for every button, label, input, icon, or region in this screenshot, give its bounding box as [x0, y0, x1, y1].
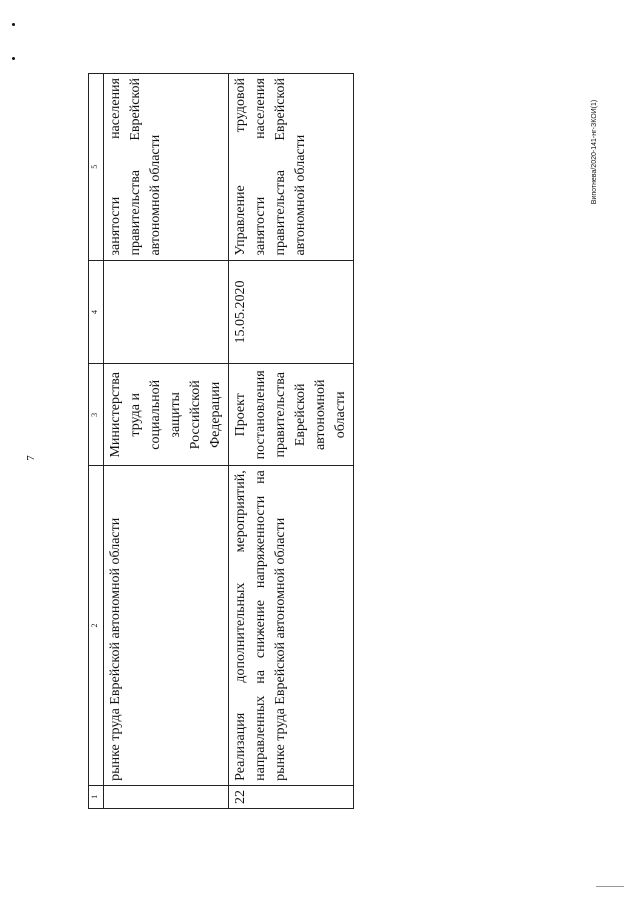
row-number: 22	[229, 785, 354, 808]
document-cell: Министерства труда и социальной защиты Российской Федерации	[104, 364, 229, 466]
header-col-2: 2	[89, 466, 104, 786]
measures-table-container	[88, 73, 348, 809]
table-row	[229, 74, 354, 809]
scan-edge-line	[596, 886, 624, 887]
header-col-1: 1	[89, 785, 104, 808]
date-cell: 15.05.2020	[229, 260, 354, 364]
document-cell: Проект постановления правительства Еврейской автономной области	[229, 364, 354, 466]
responsible-cell: занятости населения правительства Еврейской автономной области	[104, 74, 229, 261]
header-col-5: 5	[89, 74, 104, 261]
scan-mark-dot-1	[12, 23, 15, 26]
table-row	[104, 74, 229, 809]
responsible-cell: Управление трудовой занятости населения правительства Еврейской автономной области	[229, 74, 354, 261]
measures-table	[88, 73, 354, 809]
measure-cell: Реализация дополнительных мероприятий, направленных на снижение напряженности на рынке труда Еврейской автономной области	[229, 466, 354, 786]
measure-cell: рынке труда Еврейской автономной области	[104, 466, 229, 786]
header-col-4: 4	[89, 260, 104, 364]
footer-file-path: Випотнева/2020-141-нг-ЗКОИ(1)	[591, 99, 598, 205]
row-number	[104, 785, 229, 808]
header-col-3: 3	[89, 364, 104, 466]
date-cell	[104, 260, 229, 364]
table-header-row	[89, 74, 104, 809]
scan-mark-dot-2	[12, 57, 15, 60]
page-number: 7	[24, 455, 37, 461]
